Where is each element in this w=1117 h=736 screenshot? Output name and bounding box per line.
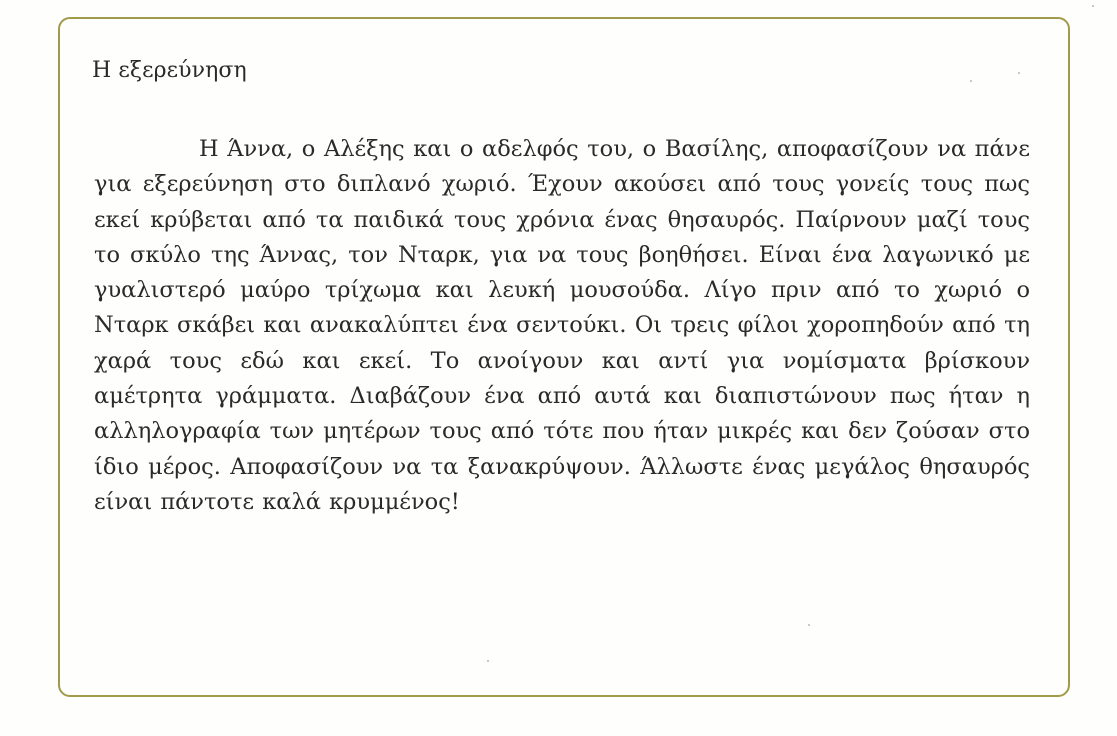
story-paragraph: Η Άννα, ο Αλέξης και ο αδελφός του, ο Βασίλης, αποφασίζουν να πάνε για εξερεύνηση στο διπλανό χωριό. Έχουν ακούσει από τους γονείς τους πως εκεί κρύβεται από τα παιδικά τους χρόνια ένας θησαυρός. Παίρνουν μαζί τους το σκύλο της Άννας, τον Νταρκ, για να τους βοηθήσει. Είναι ένα λαγωνικό με γυαλιστερό μαύρο τρίχωμα και λευκή μουσούδα. Λίγο πριν από το χωριό ο Νταρκ σκάβει και ανακαλύπτει ένα σεντούκι. Οι τρεις φίλοι χοροπηδούν από τη χαρά τους εδώ και εκεί. Το ανοίγουν και αντί για νομίσματα βρίσκουν αμέτρητα γράμματα. Διαβάζουν ένα από αυτά και διαπιστώνουν πως ήταν η αλληλογραφία των μητέρων τους από τότε που ήταν μικρές και δεν ζούσαν στο ίδιο μέρος. Αποφασίζουν να τα ξανακρύψουν. Άλλωστε ένας μεγάλος θησαυρός είναι πάντοτε καλά κρυμμένος! — [94, 136, 1030, 515]
scan-speck — [970, 80, 972, 82]
scan-speck — [1018, 72, 1020, 74]
scan-speck — [808, 624, 810, 626]
scan-speck — [1092, 5, 1094, 7]
document-title: Η εξερεύνηση — [92, 58, 247, 83]
scan-speck — [487, 660, 489, 662]
